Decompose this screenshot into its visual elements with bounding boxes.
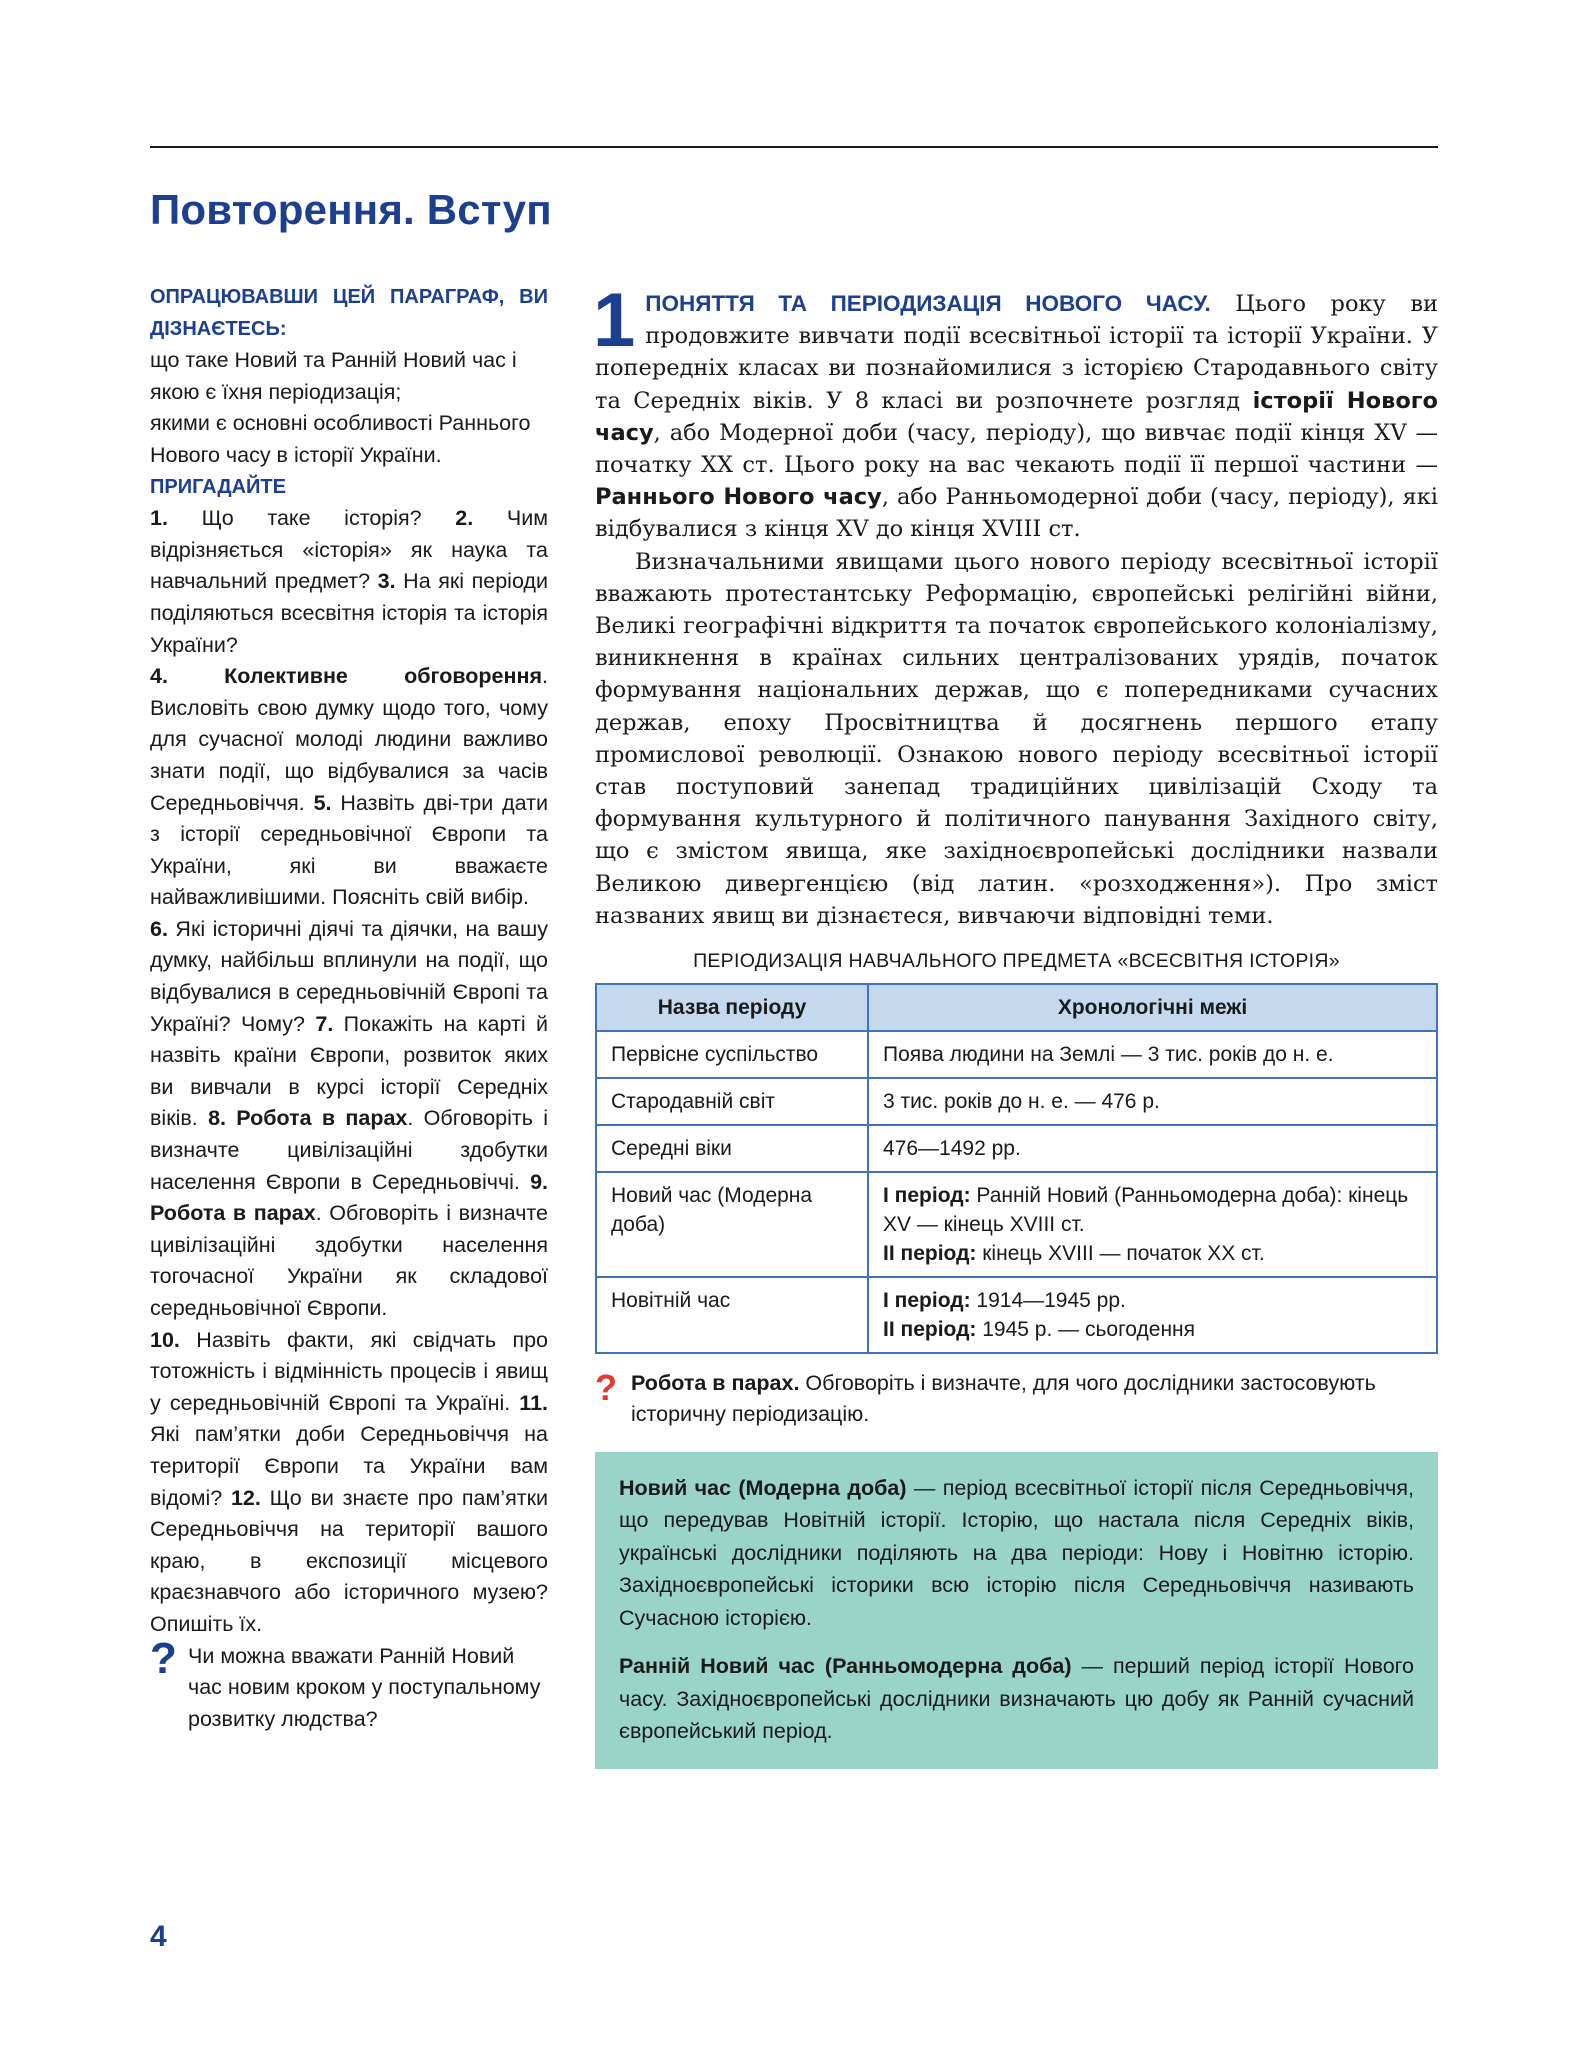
final-question-block <box>150 1633 548 1736</box>
q4-text: . Висловіть свою думку щодо того, чому для сучасної молоді людини важливо знати події, що відбувалися за часів Середньовіччя. <box>150 664 548 815</box>
q11-text: Які пам’ятки доби Середньовіччя на території Європи та України вам відомі? <box>150 1422 548 1510</box>
page-title: Повторення. Вступ <box>150 186 552 233</box>
period-line-2 <box>883 1315 1422 1344</box>
table-row <box>596 1031 1437 1078</box>
section-paragraph-2: Визначальними явищами цього нового періоду всесвітньої історії вважають протестантську Реформацію, європейські релігійні війни, Великі географічні відкриття та початок європейського колоніалізму, виникнення в країнах сильних централізованих урядів, початок формування національних держав, що є попередниками сучасних держав, епоху Просвітництва й досягнень першого етапу промислової революції. Ознакою нового періоду всесвітньої історії став поступовий занепад традиційних цивілізацій Сходу та формування культурного й політичного панування Західного світу, що є змістом явища, яке західноєвропейські дослідники назвали Великою дивергенцією (від латин. «розходження»). Про зміст названих явищ ви дізнаєтеся, вивчаючи відповідні теми. <box>595 548 1438 929</box>
pair-work-task <box>595 1368 1438 1430</box>
q6-number: 6. <box>150 916 168 941</box>
q5-text: Назвіть дві-три дати з історії середньовічної Європи та України, які ви вважаєте найважливішими. Поясніть свій вибір. <box>150 790 549 910</box>
definition-term: Ранній Новий час (Ранньомодерна доба) <box>619 1654 1072 1679</box>
table-cell-dates <box>868 1277 1437 1353</box>
table-cell-period: Стародавній світ <box>596 1078 868 1125</box>
pair-work-text: Обговоріть і визначте, для чого дослідники застосовують історичну періодизацію. <box>631 1371 1376 1427</box>
table-cell-period: Первісне суспільство <box>596 1031 868 1078</box>
period-value: 1945 р. — сьогодення <box>976 1318 1196 1342</box>
definition-text: — період всесвітньої історії після Середньовіччя, що передував Новітній історії. Історію, що настала після Середніх віків, українські дослідники поділяють на два періоди: Нову і Новітню історію. Західноєвропейські історики всю історію після Середньовіччя називають Сучасною історією. <box>619 1476 1414 1630</box>
table-row <box>596 1125 1437 1172</box>
period-label: II період: <box>883 1318 977 1342</box>
p1-text-a: Цього року ви продовжите вивчати події всесвітньої історії та історії України. У попередніх класах ви познайомилися з історією Стародавнього світу та Середніх віків. У 8 класі ви розпочнете розгляд <box>595 291 1438 414</box>
p1-text-c: , або Модерної доби (часу, періоду), що вивчає події кінця XV — початку XX ст. Цього року на вас чекають події її першої частини — <box>595 419 1438 479</box>
recall-questions-6-9 <box>150 914 548 1325</box>
q9-text: . Обговоріть і визначте цивілізаційні здобутки населення тогочасної України як складової середньовічної Європи. <box>150 1201 548 1320</box>
recall-heading: ПРИГАДАЙТЕ <box>150 475 286 498</box>
table-row <box>596 1277 1437 1353</box>
header-chronology: Хронологічні межі <box>868 984 1437 1031</box>
table-cell-period: Новий час (Модерна доба) <box>596 1172 868 1277</box>
section-body <box>593 278 1438 932</box>
section-number: 1 <box>593 278 636 363</box>
q2-number: 2. <box>455 506 474 531</box>
red-question-icon: ? <box>595 1367 617 1409</box>
table-cell-dates: 476—1492 рр. <box>868 1125 1437 1172</box>
question-mark-icon: ? <box>150 1633 177 1683</box>
q10-text: Назвіть факти, які свідчать про тотожність і відмінність процесів і явищ у середньовічній Європі та Україні. <box>150 1327 548 1415</box>
q5-number: 5. <box>313 790 332 815</box>
learn-item-2: якими є основні особливості Раннього Нового часу в історії України. <box>150 411 531 467</box>
period-value: кінець XVIII — початок XX ст. <box>976 1242 1265 1266</box>
q10-number: 10. <box>150 1327 180 1352</box>
q2-text: Чим відрізняється «історія» як наука та навчальний предмет? <box>150 506 548 594</box>
main-content <box>593 278 1438 1769</box>
period-label: I період: <box>883 1289 971 1313</box>
q7-number: 7. <box>315 1011 334 1036</box>
left-sidebar <box>150 282 548 1735</box>
definition-text: — перший період історії Нового часу. Західноєвропейські дослідники визначають цю добу як Ранній сучасний європейський період. <box>619 1654 1414 1743</box>
recall-questions-10-12 <box>150 1325 548 1641</box>
period-value: 1914—1945 рр. <box>970 1289 1126 1313</box>
periodization-table <box>595 983 1438 1354</box>
p1-text-e: , або Ранньомодерної доби (часу, періоду), які відбувалися з кінця XV до кінця XVIII ст. <box>595 484 1438 543</box>
period-line-2 <box>883 1239 1422 1268</box>
definition-new-time <box>619 1472 1414 1634</box>
table-cell-period: Новітній час <box>596 1277 868 1353</box>
q3-text: На які періоди поділяються всесвітня історія та історія України? <box>150 569 548 657</box>
top-rule <box>150 146 1438 148</box>
definition-early-new-time <box>619 1650 1414 1747</box>
q6-text: Які історичні діячі та діячки, на вашу думку, найбільш вплинули на події, що відбувалися в середньовічній Європі та Україні? Чому? <box>150 916 548 1036</box>
table-cell-dates <box>868 1172 1437 1277</box>
recall-questions-4-5 <box>150 661 548 914</box>
q4-number: 4. Колективне обговорення <box>150 664 543 689</box>
q8-text: . Обговоріть і визначте цивілізаційні здобутки населення Європи в Середньовіччі. <box>150 1106 549 1194</box>
period-label: I період: <box>883 1184 971 1208</box>
final-question: Чи можна вважати Ранній Новий час новим кроком у поступальному розвитку людства? <box>188 1643 541 1731</box>
q3-number: 3. <box>377 569 396 594</box>
p1-term-new-time: історії Нового часу <box>595 387 1438 446</box>
q7-text: Покажіть на карті й назвіть країни Європи, розвиток яких ви вивчали в курсі історії Середніх віків. <box>150 1011 549 1131</box>
q8-number: 8. Робота в парах <box>208 1106 408 1131</box>
definition-term: Новий час (Модерна доба) <box>619 1476 907 1501</box>
table-row <box>596 1078 1437 1125</box>
header-period-name: Назва періоду <box>596 984 868 1031</box>
table-cell-period: Середні віки <box>596 1125 868 1172</box>
section-title: ПОНЯТТЯ ТА ПЕРІОДИЗАЦІЯ НОВОГО ЧАСУ. <box>645 291 1211 316</box>
table-row <box>596 1172 1437 1277</box>
recall-questions-1-3 <box>150 503 548 661</box>
q9-number: 9. Робота в парах <box>150 1169 548 1226</box>
p1-term-early-new-time: Раннього Нового часу <box>595 484 882 511</box>
learn-heading: ОПРАЦЮВАВШИ ЦЕЙ ПАРАГРАФ, ВИ ДІЗНАЄТЕСЬ: <box>150 286 548 340</box>
table-header-row <box>596 984 1437 1031</box>
table-cell-dates: Поява людини на Землі — 3 тис. років до н. е. <box>868 1031 1437 1078</box>
period-value: Ранній Новий (Ранньомодерна доба): кінець XV — кінець XVIII ст. <box>883 1184 1409 1237</box>
page-number: 4 <box>150 1920 167 1953</box>
pair-work-label: Робота в парах. <box>631 1371 800 1396</box>
table-caption: ПЕРІОДИЗАЦІЯ НАВЧАЛЬНОГО ПРЕДМЕТА «ВСЕСВІТНЯ ІСТОРІЯ» <box>693 950 1340 973</box>
period-line-1 <box>883 1181 1422 1239</box>
period-label: II період: <box>883 1242 977 1266</box>
definitions-box <box>595 1452 1438 1769</box>
q12-number: 12. <box>230 1485 261 1510</box>
q11-number: 11. <box>519 1390 548 1415</box>
period-line-1 <box>883 1286 1422 1315</box>
learn-item-1: що таке Новий та Ранній Новий час і якою є їхня періодизація; <box>150 348 517 404</box>
q1-number: 1. <box>150 506 168 531</box>
q12-text: Що ви знаєте про пам’ятки Середньовіччя на території вашого краю, в експозиції місцевого краєзнавчого або історичного музею? Опишіть їх. <box>150 1485 548 1636</box>
q1-text: Що таке історія? <box>167 506 456 531</box>
section-paragraph-1 <box>593 278 1438 546</box>
table-cell-dates: 3 тис. років до н. е. — 476 р. <box>868 1078 1437 1125</box>
